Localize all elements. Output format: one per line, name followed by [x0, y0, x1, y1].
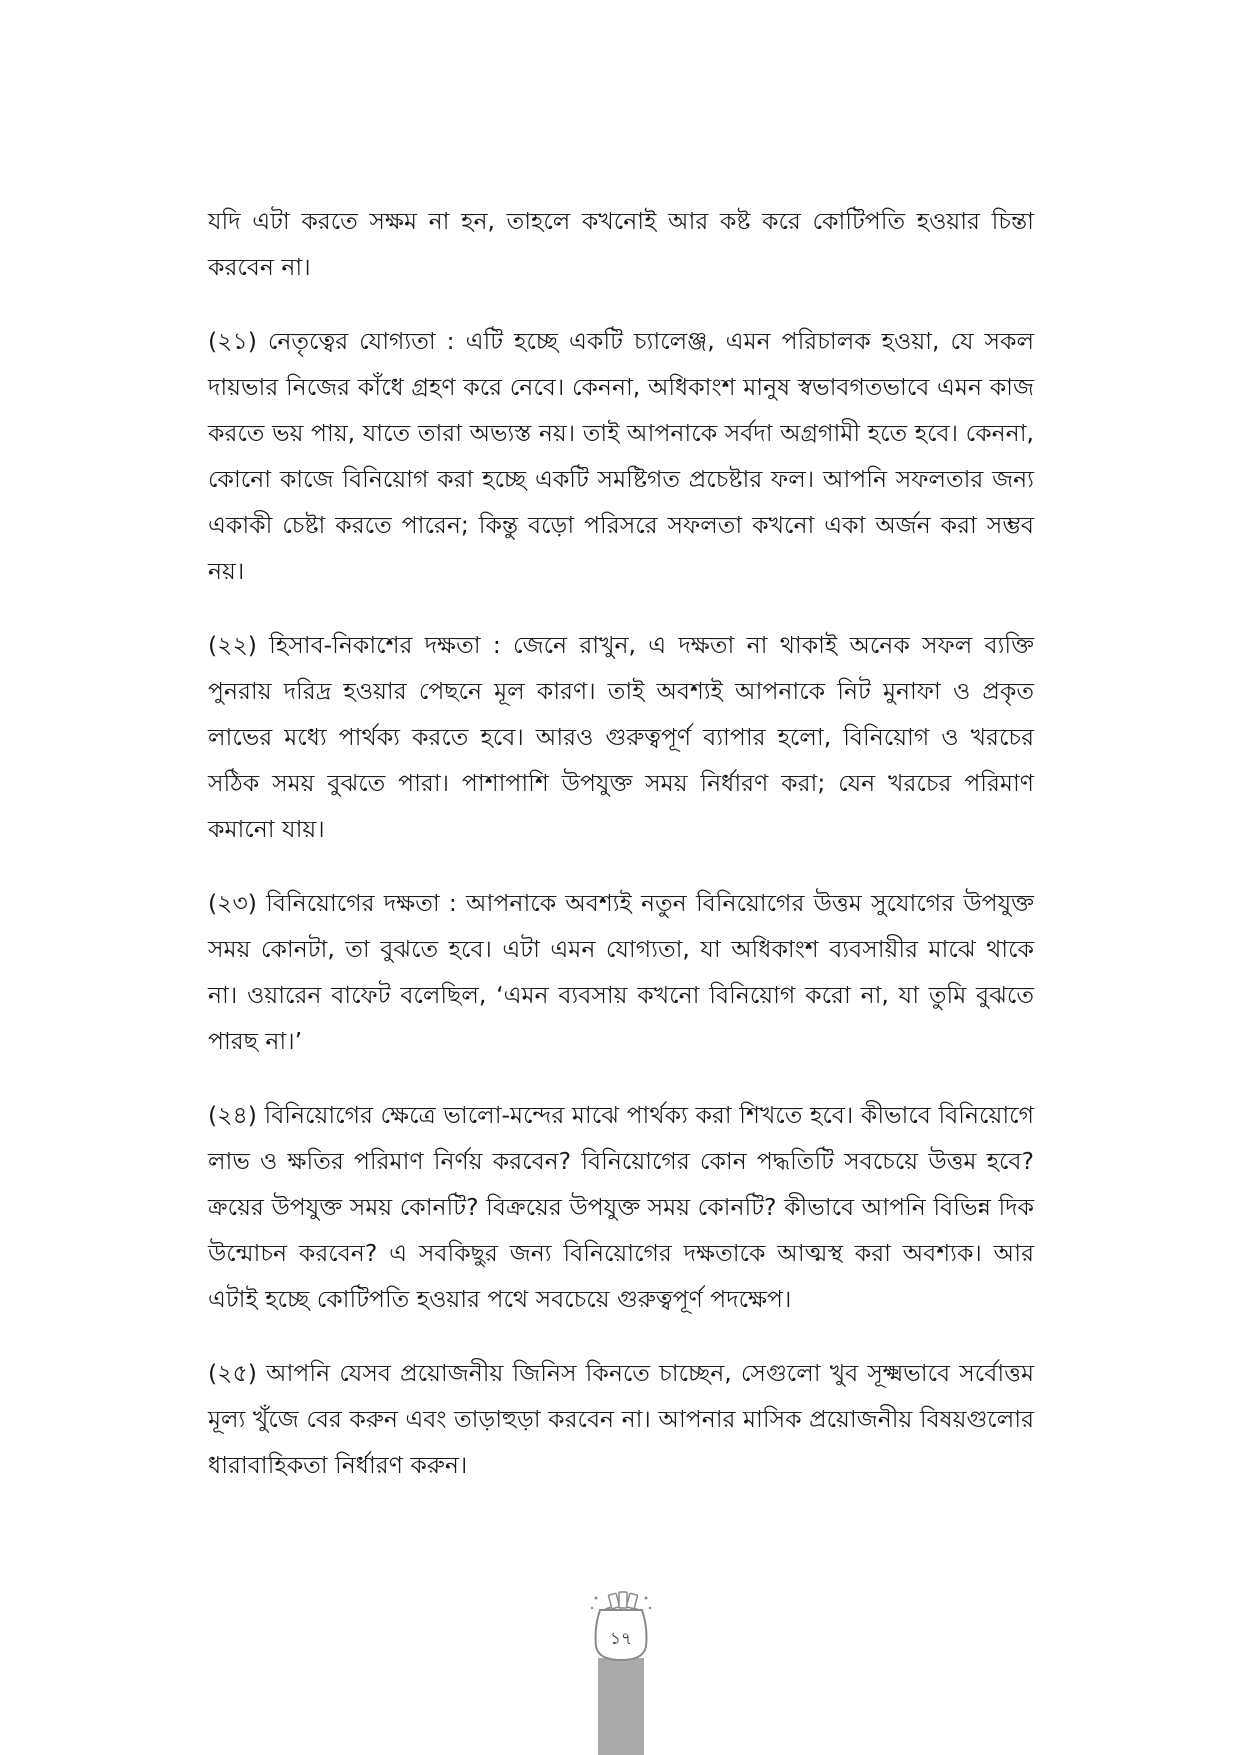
paragraph-24-investment-judgement: (২৪) বিনিয়োগের ক্ষেত্রে ভালো-মন্দের মাঝে পার্থক্য করা শিখতে হবে। কীভাবে বিনিয়োগে লাভ ও ক্ষতির পরিমাণ নির্ণয় করবেন? বিনিয়োগের কোন পদ্ধতিটি সবচেয়ে উত্তম হবে? ক্রয়ের উপযুক্ত সময় কোনটি? বিক্রয়ের উপযুক্ত সময় কোনটি? কীভাবে আপনি বিভিন্ন দিক উন্মোচন করবেন? এ সবকিছুর জন্য বিনিয়োগের দক্ষতাকে আত্মস্থ করা অবশ্যক। আর এটাই হচ্ছে কোটিপতি হওয়ার পথে সবচেয়ে গুরুত্বপূর্ণ পদক্ষেপ।	[208, 1101, 1034, 1313]
paragraph-22-accounting: (২২) হিসাব-নিকাশের দক্ষতা : জেনে রাখুন, এ দক্ষতা না থাকাই অনেক সফল ব্যক্তি পুনরায় দরিদ্র হওয়ার পেছনে মূল কারণ। তাই অবশ্যই আপনাকে নিট মুনাফা ও প্রকৃত লাভের মধ্যে পার্থক্য করতে হবে। আরও গুরুত্বপূর্ণ ব্যাপার হলো, বিনিয়োগ ও খরচের সঠিক সময় বুঝতে পারা। পাশাপাশি উপযুক্ত সময় নির্ধারণ করা; যেন খরচের পরিমাণ কমানো যায়।	[208, 631, 1034, 843]
page-number: ১৭	[609, 1629, 633, 1649]
page-body	[208, 198, 1034, 1516]
footer-bar	[598, 1658, 644, 1755]
paragraph-21-leadership: (২১) নেতৃত্বের যোগ্যতা : এটি হচ্ছে একটি চ্যালেঞ্জ, এমন পরিচালক হওয়া, যে সকল দায়ভার নিজের কাঁধে গ্রহণ করে নেবে। কেননা, অধিকাংশ মানুষ স্বভাবগতভাবে এমন কাজ করতে ভয় পায়, যাতে তারা অভ্যস্ত নয়। তাই আপনাকে সর্বদা অগ্রগামী হতে হবে। কেননা, কোনো কাজে বিনিয়োগ করা হচ্ছে একটি সমষ্টিগত প্রচেষ্টার ফল। আপনি সফলতার জন্য একাকী চেষ্টা করতে পারেন; কিন্তু বড়ো পরিসরে সফলতা কখনো একা অর্জন করা সম্ভব নয়।	[208, 327, 1034, 585]
paragraph-23-investment-skill: (২৩) বিনিয়োগের দক্ষতা : আপনাকে অবশ্যই নতুন বিনিয়োগের উত্তম সুযোগের উপযুক্ত সময় কোনটা, তা বুঝতে হবে। এটা এমন যোগ্যতা, যা অধিকাংশ ব্যবসায়ীর মাঝে থাকে না। ওয়ারেন বাফেট বলেছিল, ‘এমন ব্যবসায় কখনো বিনিয়োগ করো না, যা তুমি বুঝতে পারছ না।’	[208, 889, 1034, 1055]
paragraph-continuation: যদি এটা করতে সক্ষম না হন, তাহলে কখনোই আর কষ্ট করে কোটিপতি হওয়ার চিন্তা করবেন না।	[208, 207, 1034, 281]
paragraph-25-purchasing: (২৫) আপনি যেসব প্রয়োজনীয় জিনিস কিনতে চাচ্ছেন, সেগুলো খুব সূক্ষ্মভাবে সর্বোত্তম মূল্য খুঁজে বের করুন এবং তাড়াহুড়া করবেন না। আপনার মাসিক প্রয়োজনীয় বিষয়গুলোর ধারাবাহিকতা নির্ধারণ করুন।	[208, 1359, 1034, 1479]
page-footer	[586, 1588, 656, 1755]
